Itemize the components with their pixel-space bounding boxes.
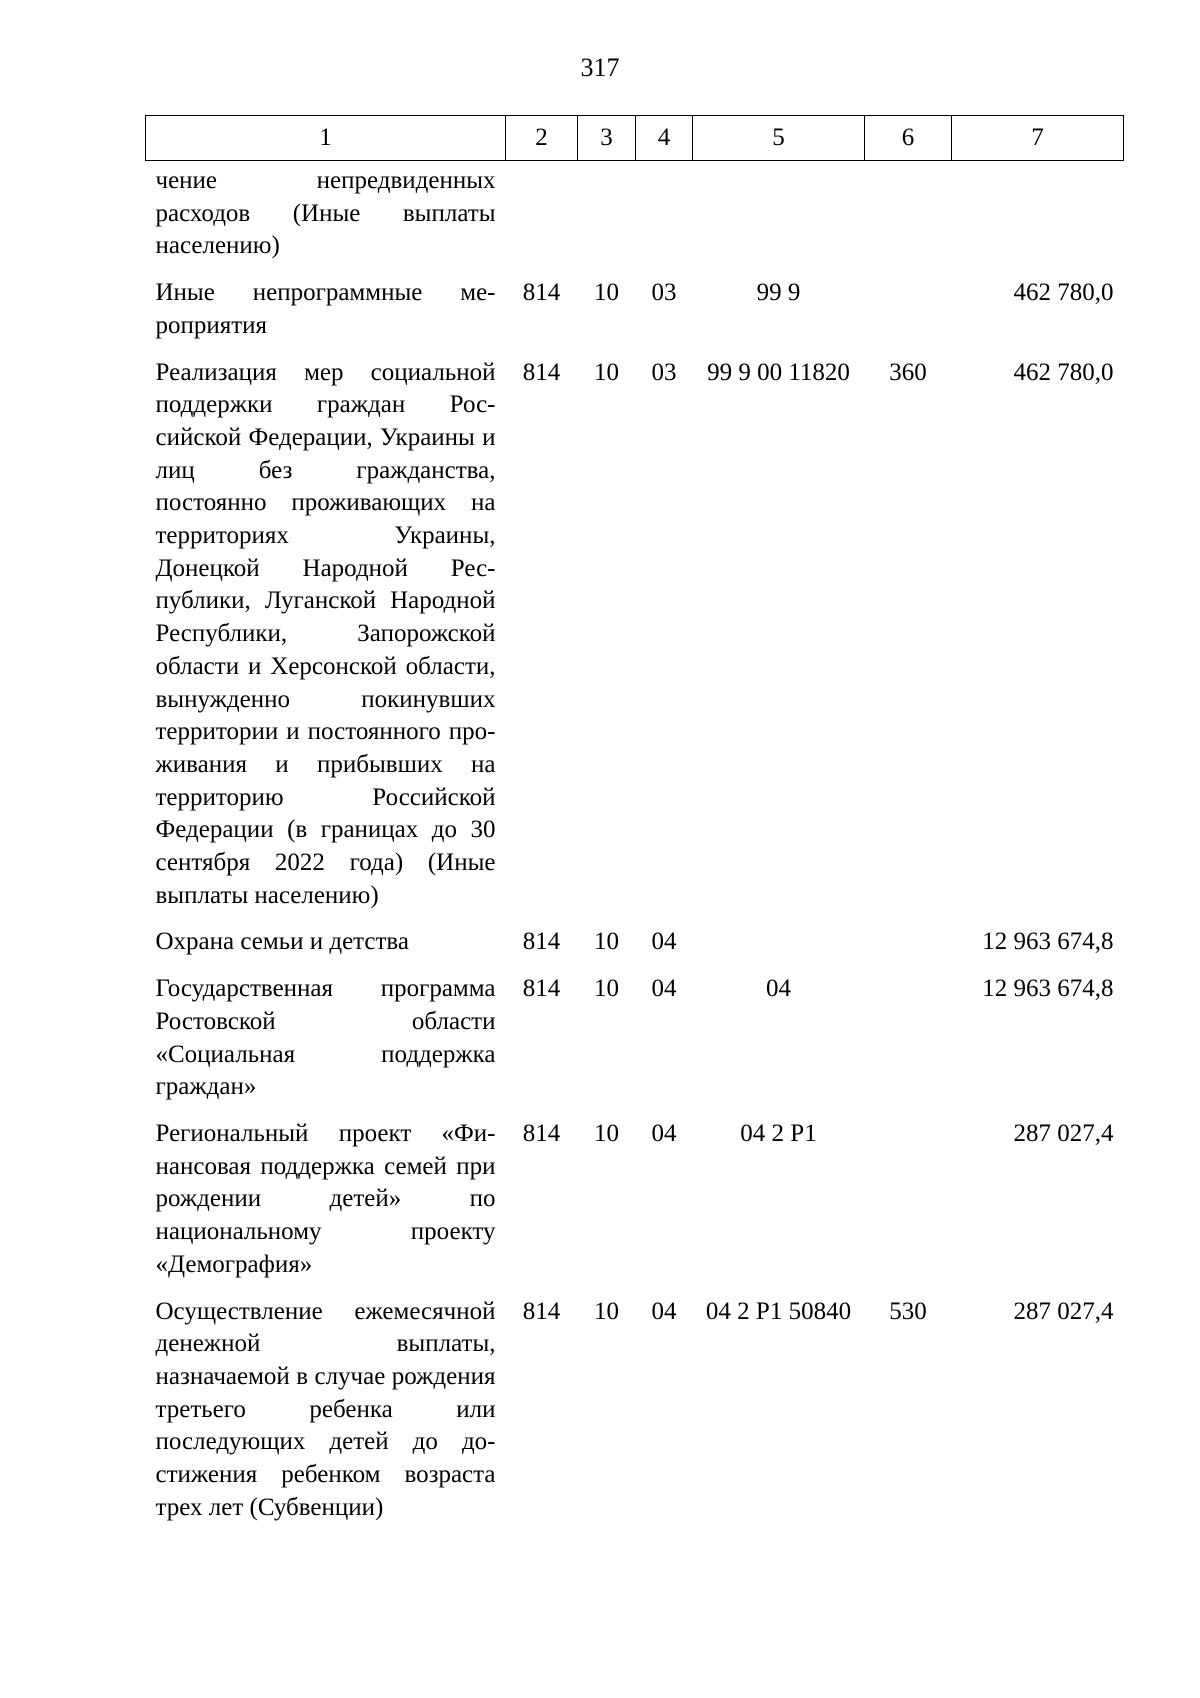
row-ministry-code: 814 xyxy=(522,279,561,307)
row-section-code: 10 xyxy=(594,1297,619,1325)
budget-table xyxy=(145,115,1124,1538)
row-ministry-code: 814 xyxy=(522,928,561,956)
row-subsection-code: 03 xyxy=(651,279,677,307)
column-header: 1 xyxy=(146,116,506,161)
row-section-code: 10 xyxy=(594,279,619,307)
column-header: 4 xyxy=(636,116,693,161)
table-row xyxy=(146,357,1124,927)
column-header: 7 xyxy=(952,116,1124,161)
row-name: Региональный проект «Финансовая поддержка семей при рождении детей» по национальному проекту «Демография» xyxy=(155,1119,496,1278)
row-ministry-code: 814 xyxy=(522,358,561,386)
column-header: 2 xyxy=(506,116,578,161)
table-header-row xyxy=(146,116,1124,161)
table-row xyxy=(146,973,1124,1118)
row-target-code: 99 9 xyxy=(756,279,801,307)
table-row xyxy=(146,161,1124,278)
table-row xyxy=(146,1296,1124,1539)
row-ministry-code: 814 xyxy=(522,975,561,1003)
table-row xyxy=(146,926,1124,973)
row-section-code: 10 xyxy=(594,975,619,1003)
row-target-code: 99 9 00 11820 xyxy=(707,358,850,386)
row-target-code xyxy=(693,161,865,278)
row-target-code: 04 2 Р1 xyxy=(740,1119,817,1147)
row-name: Охрана семьи и детства xyxy=(155,928,409,956)
row-section-code: 10 xyxy=(594,928,619,956)
row-amount: 287 027,4 xyxy=(1013,1297,1114,1325)
row-subsection-code xyxy=(636,161,693,278)
row-amount: 12 963 674,8 xyxy=(982,928,1114,956)
row-name: Государственная программа Ростовской области «Социальная поддержка граждан» xyxy=(155,975,496,1101)
row-expense-type-code xyxy=(865,973,952,1118)
row-subsection-code: 04 xyxy=(651,1297,677,1325)
row-section-code: 10 xyxy=(594,358,619,386)
column-header: 6 xyxy=(865,116,952,161)
row-amount: 12 963 674,8 xyxy=(982,975,1114,1003)
row-expense-type-code: 530 xyxy=(889,1297,927,1325)
row-amount xyxy=(952,161,1124,278)
row-ministry-code xyxy=(506,161,578,278)
column-header: 3 xyxy=(578,116,636,161)
row-name: Осуществление ежемесячной денежной выплаты, назначаемой в случае рождения третьего ребенка или последующих детей до достижения ребенком возраста трех лет (Субвенции) xyxy=(155,1297,496,1521)
row-ministry-code: 814 xyxy=(522,1119,561,1147)
row-section-code: 10 xyxy=(594,1119,619,1147)
row-subsection-code: 03 xyxy=(651,358,677,386)
table-row xyxy=(146,277,1124,356)
row-name: Реализация мер социальной поддержки граждан Российской Федерации, Украины и лиц без гражданства, постоянно проживающих на территориях Украины, Донецкой Народной Республики, Луганской Народной Республики, Запорожской области и Херсонской области, вынужденно покинувших территории и постоянного проживания и прибывших на территорию Российской Федерации (в границах до 30 сентября 2022 года) (Иные выплаты населению) xyxy=(155,358,496,909)
column-header: 5 xyxy=(693,116,865,161)
row-amount: 462 780,0 xyxy=(1013,279,1114,307)
row-target-code xyxy=(693,926,865,973)
row-amount: 462 780,0 xyxy=(1013,358,1114,386)
row-expense-type-code: 360 xyxy=(889,358,927,386)
row-ministry-code: 814 xyxy=(522,1297,561,1325)
row-expense-type-code xyxy=(865,926,952,973)
row-target-code: 04 xyxy=(766,975,791,1003)
table-row xyxy=(146,1118,1124,1296)
row-expense-type-code xyxy=(865,1118,952,1296)
row-name: чение непредвиденных расходов (Иные выплаты населению) xyxy=(155,167,496,260)
row-target-code: 04 2 Р1 50840 xyxy=(705,1297,852,1325)
row-expense-type-code xyxy=(865,161,952,278)
row-section-code xyxy=(578,161,636,278)
row-name: Иные непрограммные мероприятия xyxy=(155,279,496,339)
row-subsection-code: 04 xyxy=(651,1119,677,1147)
row-subsection-code: 04 xyxy=(651,975,677,1003)
row-expense-type-code xyxy=(865,277,952,356)
page-number: 317 xyxy=(580,53,620,82)
row-subsection-code: 04 xyxy=(651,928,677,956)
row-amount: 287 027,4 xyxy=(1013,1119,1114,1147)
